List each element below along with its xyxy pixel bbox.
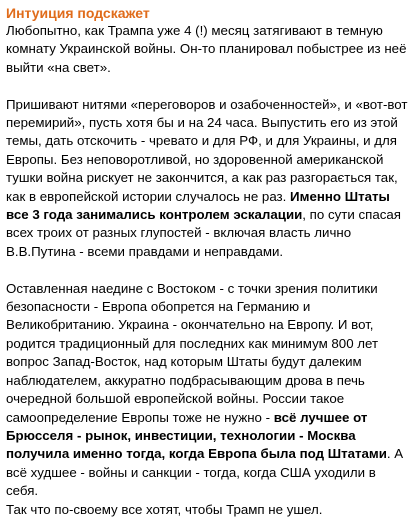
post-paragraph-2-bold: Именно Штаты все 3 года занимались контролем эскалации [6, 188, 390, 223]
post-paragraph-2-text-b: , по сути спасая всех троих от разных глупостей - включая власть лично В.В.Путина - всеми правдами и неправдами. [6, 207, 401, 259]
post-paragraph-3 [6, 280, 408, 501]
channel-name[interactable]: Интуиция подскажет [6, 5, 150, 21]
post-paragraph-2-text-a: Пришивают нитями «переговоров и озабоченностей», и «вот-вот перемирий», пусть хотя бы и на 24 часа. Выпустить его из этой темы, дать отскочить - чревато и для РФ, и для Украины, и для Европы. Без неповоротливой, но здоровенной американской тушки война рискует не закончится, а как раз разгорається так, как в европейской истории случалось не раз. [6, 96, 408, 204]
post-paragraph-4-partial: Так что по-своему все хотят, чтобы Трамп не ушел. [6, 501, 323, 517]
paragraph-gap [6, 261, 408, 279]
post-paragraph-3-bold: всё лучшее от Брюсселя - рынок, инвестиции, технологии - Москва получила именно тогда, когда Европа была под Штатами [6, 409, 387, 462]
post-paragraph-3-text-a: Оставленная наедине с Востоком - с точки зрения политики безопасности - Европа обопрется на Германию и Великобританию. Украина - окончательно на Европу. И вот, родится традиционный для последних как минимум 800 лет вопрос Запад-Восток, над которым Штаты будут далеким наблюдателем, аккуратно подбрасывающим дрова в печь очередной большой европейской войны. России такое самоопределение Европы тоже не нужно - [6, 280, 379, 425]
paragraph-gap [6, 77, 408, 95]
post-paragraph-1: Любопытно, как Трампа уже 4 (!) месяц затягивают в темную комнату Украинской войны. Он-то планировал побыстрее из неё выйти «на свет». [6, 23, 407, 75]
post-paragraph-3-text-b: . А всё худшее - войны и санкции - тогда, когда США уходили в себя. [6, 446, 404, 499]
post-paragraph-2 [6, 96, 408, 262]
